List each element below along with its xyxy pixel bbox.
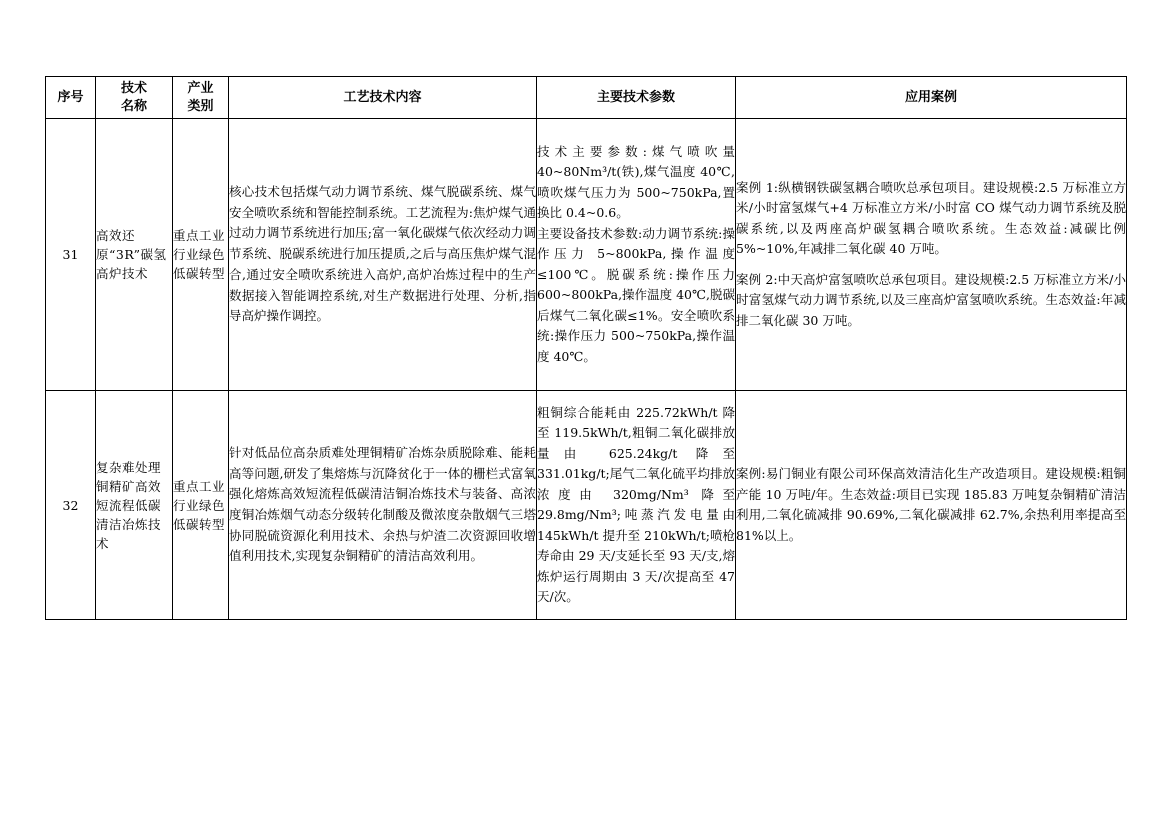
table-row	[46, 391, 1127, 620]
header-application-cases: 应用案例	[736, 77, 1127, 119]
row-category: 重点工业行业绿色低碳转型	[173, 391, 229, 620]
table-header-row	[46, 77, 1127, 119]
header-category	[173, 77, 229, 119]
technology-table	[45, 76, 1127, 620]
header-process-content: 工艺技术内容	[229, 77, 537, 119]
row-main-params	[537, 119, 736, 391]
row-seq: 32	[46, 391, 96, 620]
params-equipment: 主要设备技术参数:动力调节系统:操作压力 5~800kPa,操作温度≤100℃。脱碳系统:操作压力 600~800kPa,操作温度 40℃,脱碳后煤气二氧化碳≤1%。安全喷吹系统:操作压力 500~750kPa,操作温度 40℃。	[537, 225, 735, 364]
table-row	[46, 119, 1127, 391]
row-tech-name: 复杂难处理铜精矿高效短流程低碳清洁冶炼技术	[96, 391, 173, 620]
row-seq: 31	[46, 119, 96, 391]
case-2: 案例 2:中天高炉富氢喷吹总承包项目。建设规模:2.5 万标准立方米/小时富氢煤气动力调节系统,以及三座高炉富氢喷吹系统。生态效益:年减排二氧化碳 30 万吨。	[736, 271, 1126, 328]
header-tech-name	[96, 77, 173, 119]
row-process-content: 核心技术包括煤气动力调节系统、煤气脱碳系统、煤气安全喷吹系统和智能控制系统。工艺流程为:焦炉煤气通过动力调节系统进行加压;富一氧化碳煤气依次经动力调节系统、脱碳系统进行加压提质,之后与高压焦炉煤气混合,通过安全喷吹系统进入高炉,高炉冶炼过程中的生产数据接入智能调控系统,对生产数据进行处理、分析,指导高炉操作调控。	[229, 119, 537, 391]
row-process-content: 针对低品位高杂质难处理铜精矿冶炼杂质脱除难、能耗高等问题,研发了集熔炼与沉降贫化于一体的栅栏式富氧强化熔炼高效短流程低碳清洁铜冶炼技术与装备、高浓度铜冶炼烟气动态分级转化制酸及微浓度杂散烟气三塔协同脱硫资源化利用技术、余热与炉渣二次资源回收增值利用技术,实现复杂铜精矿的清洁高效利用。	[229, 391, 537, 620]
header-tech-name-line1: 技术	[120, 80, 147, 96]
row-category: 重点工业行业绿色低碳转型	[173, 119, 229, 391]
row-application-cases	[736, 119, 1127, 391]
header-seq: 序号	[46, 77, 96, 119]
header-main-params: 主要技术参数	[537, 77, 736, 119]
params-main: 技术主要参数:煤气喷吹量 40~80Nm³/t(铁),煤气温度 40℃,喷吹煤气压力为 500~750kPa,置换比 0.4~0.6。	[537, 143, 735, 221]
case-1: 案例 1:纵横钢铁碳氢耦合喷吹总承包项目。建设规模:2.5 万标准立方米/小时富氢煤气+4 万标准立方米/小时富 CO 煤气动力调节系统及脱碳系统,以及两座高炉碳氢耦合喷吹系统。生态效益:减碳比例 5%~10%,年减排二氧化碳 40 万吨。	[736, 179, 1126, 257]
row-application-cases: 案例:易门铜业有限公司环保高效清洁化生产改造项目。建设规模:粗铜产能 10 万吨/年。生态效益:项目已实现 185.83 万吨复杂铜精矿清洁利用,二氧化硫减排 90.69%,二氧化碳减排 62.7%,余热利用率提高至 81%以上。	[736, 391, 1127, 620]
row-tech-name: 高效还原“3R”碳氢高炉技术	[96, 119, 173, 391]
header-tech-name-line2: 名称	[120, 98, 147, 114]
header-category-line1: 产业	[187, 80, 214, 96]
header-category-line2: 类别	[187, 98, 214, 114]
row-main-params: 粗铜综合能耗由 225.72kWh/t 降至 119.5kWh/t,粗铜二氧化碳排放量由 625.24kg/t 降至 331.01kg/t;尾气二氧化硫平均排放浓度由 320mg/Nm³ 降至 29.8mg/Nm³;吨蒸汽发电量由 145kWh/t 提升至 210kWh/t;喷枪寿命由 29 天/支延长至 93 天/支,熔炼炉运行周期由 3 天/次提高至 47 天/次。	[537, 391, 736, 620]
